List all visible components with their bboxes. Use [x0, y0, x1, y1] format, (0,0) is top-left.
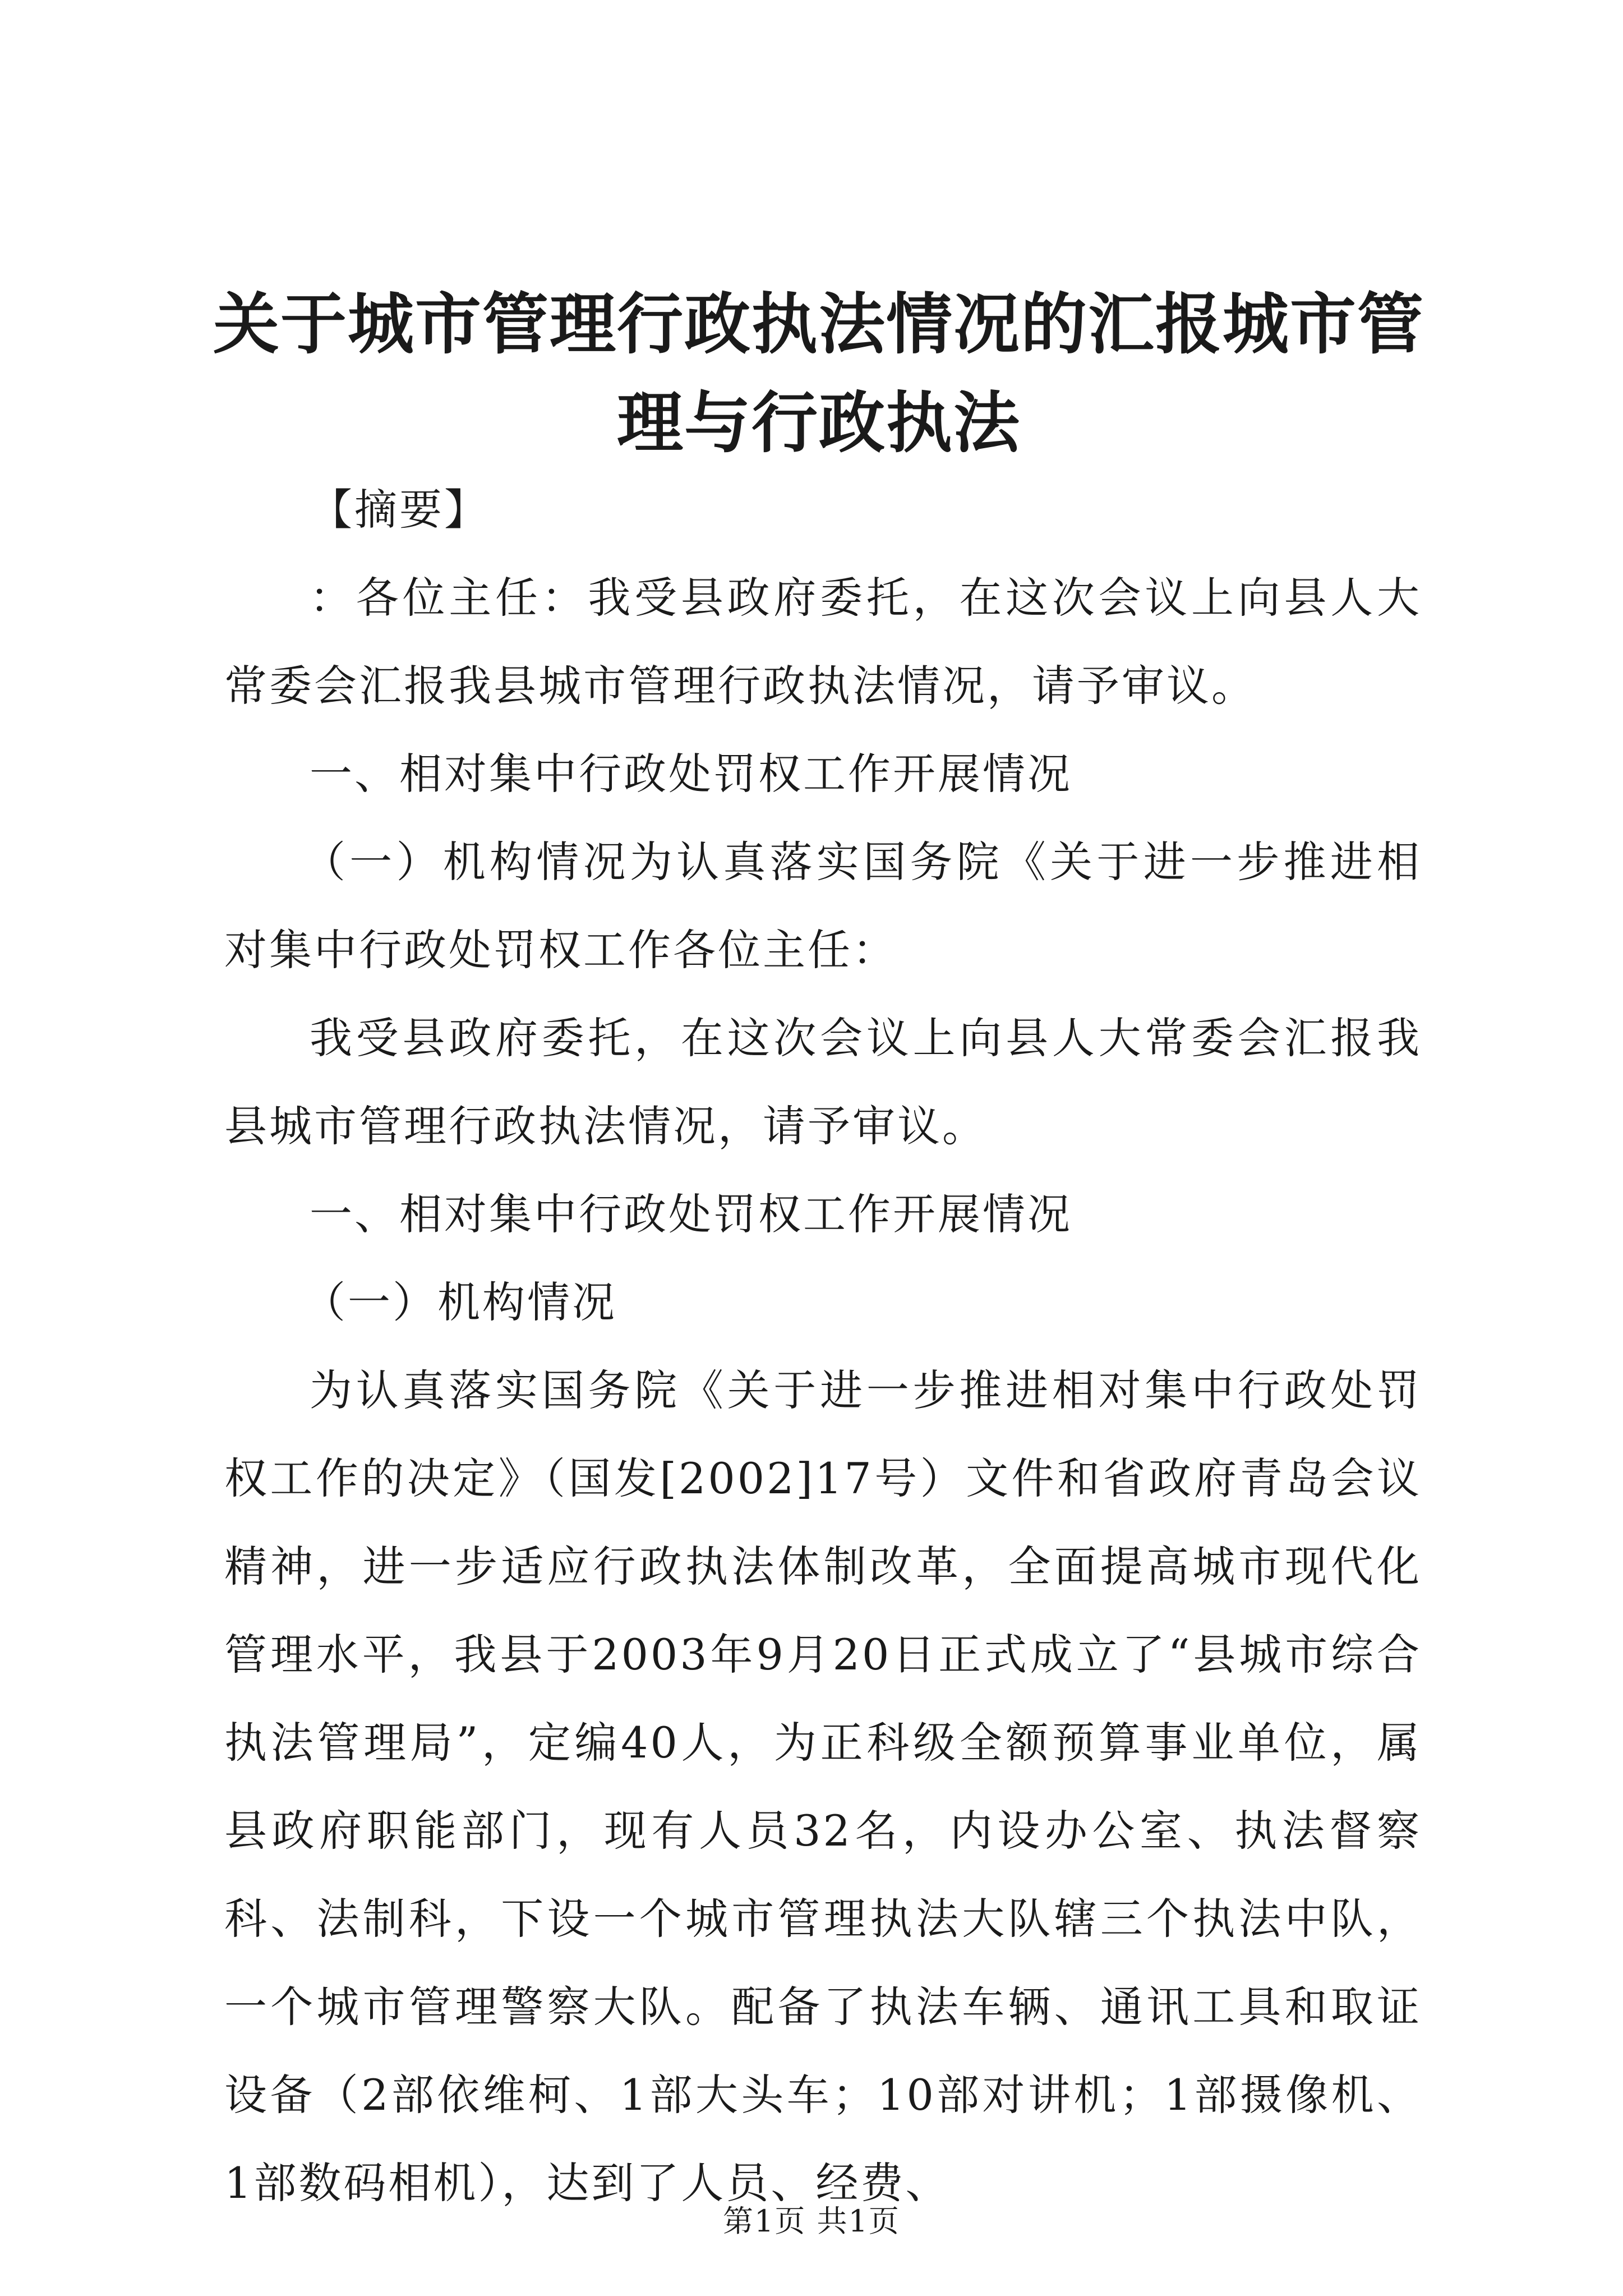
paragraph-abstract-heading: 【摘要】 — [310, 485, 489, 535]
document-body — [224, 466, 1422, 2227]
paragraph: （一）机构情况为认真落实国务院《关于进一步推进相对集中行政处罚权工作各位主任： — [224, 837, 1422, 975]
subsection-heading: （一）机构情况 — [303, 1277, 617, 1327]
paragraph: 我受县政府委托，在这次会议上向县人大常委会汇报我县城市管理行政执法情况，请予审议。 — [224, 1013, 1422, 1151]
page-footer: 第1页 共1页 — [723, 2203, 900, 2239]
paragraph: 为认真落实国务院《关于进一步推进相对集中行政处罚权工作的决定》（国发[2002]17号）文件和省政府青岛会议精神，进一步适应行政执法体制改革，全面提高城市现代化管理水平，我县于2003年9月20日正式成立了“县城市综合执法管理局”，定编40人，为正科级全额预算事业单位，属县政府职能部门，现有人员32名，内设办公室、执法督察科、法制科，下设一个城市管理执法大队辖三个执法中队，一个城市管理警察大队。配备了执法车辆、通讯工具和取证设备（2部依维柯、1部大头车；10部对讲机；1部摄像机、1部数码相机），达到了人员、经费、 — [224, 1365, 1422, 2208]
section-heading: 一、相对集中行政处罚权工作开展情况 — [310, 1189, 1072, 1239]
paragraph: ：各位主任：我受县政府委托，在这次会议上向县人大常委会汇报我县城市管理行政执法情况，请予审议。 — [224, 573, 1422, 711]
document-title: 关于城市管理行政执法情况的汇报城市管理与行政执法 — [213, 285, 1424, 462]
section-heading: 一、相对集中行政处罚权工作开展情况 — [310, 749, 1072, 799]
